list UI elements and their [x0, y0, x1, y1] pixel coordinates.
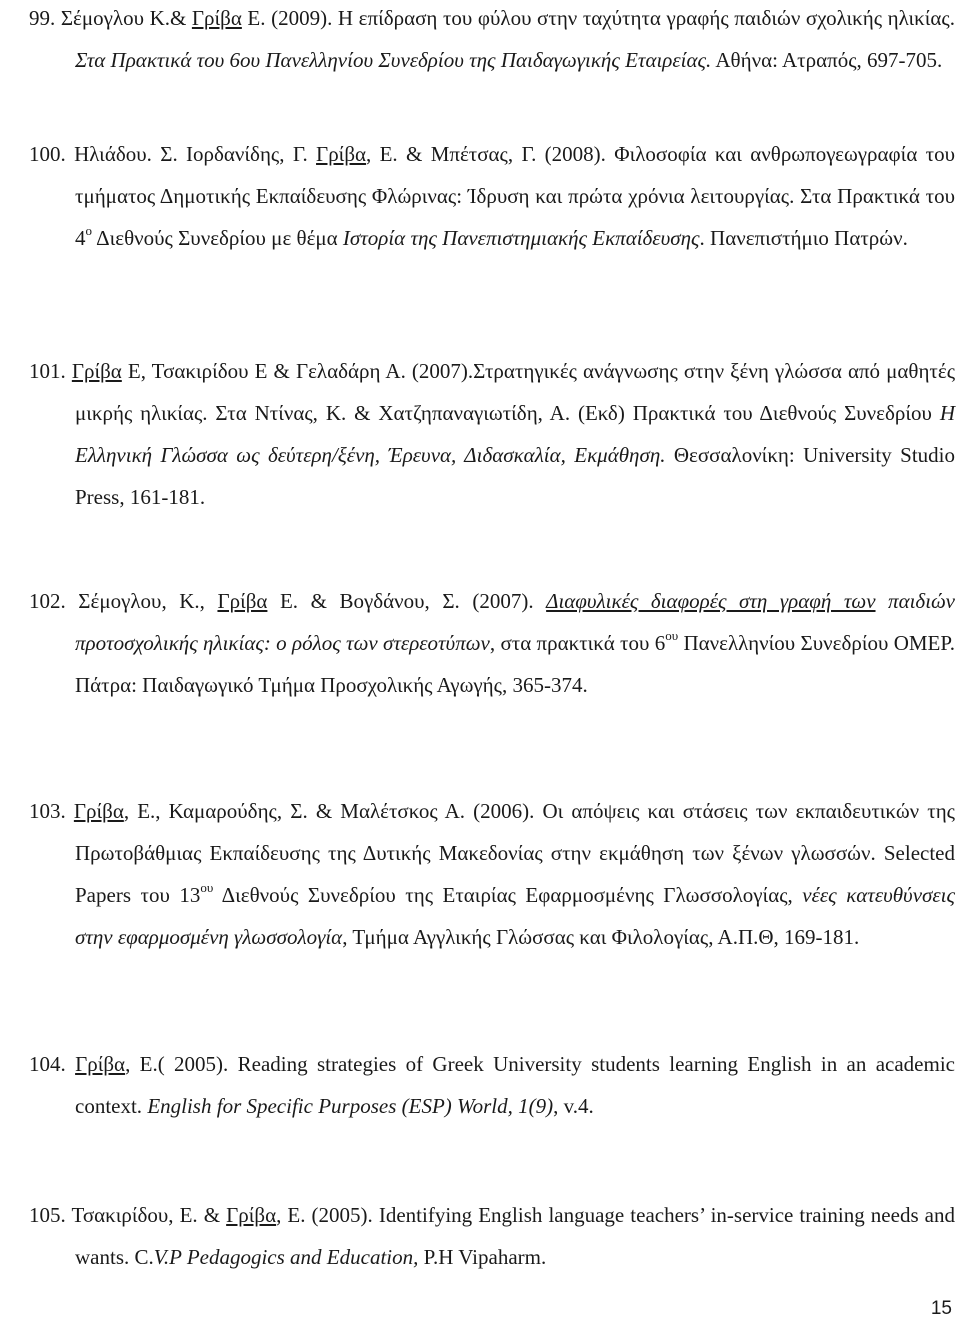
reference-103: 103. Γρίβα, Ε., Καμαρούδης, Σ. & Μαλέτσκος Α. (2006). Οι απόψεις και στάσεις των εκπαιδευτικών της Πρωτοβάθμιας Εκπαίδευσης της Δυτικής Μακεδονίας στην εκμάθηση των ξένων γλωσσών. Selected Papers του $13^{o\upsilon}$ Διεθνούς Συνεδρίου της Εταιρίας Εφαρμοσμένης Γλωσσολογίας, νέες κατευθύνσεις στην εφαρμοσμένη γλωσσολογία, Τμήμα Αγγλικής Γλώσσας και Φιλολογίας, Α.Π.Θ, 169-181. — [29, 799, 955, 949]
reference-101: 101. Γρίβα Ε, Τσακιρίδου Ε & Γελαδάρη Α. (2007).Στρατηγικές ανάγνωσης στην ξένη γλώσσα από μαθητές μικρής ηλικίας. Στα Ντίνας, Κ. & Χατζηπαναγιωτίδη, Α. (Εκδ) Πρακτικά του Διεθνούς Συνεδρίου Η Ελληνική Γλώσσα ως δεύτερη/ξένη, Έρευνα, Διδασκαλία, Εκμάθηση. Θεσσαλονίκη: University Studio Press, 161-181. — [29, 359, 956, 509]
reference-99: 99. Σέμογλου Κ.& Γρίβα Ε. (2009). Η επίδραση του φύλου στην ταχύτητα γραφής παιδιών σχολικής ηλικίας. Στα Πρακτικά του 6ου Πανελληνίου Συνεδρίου της Παιδαγωγικής Εταιρείας. Αθήνα: Ατραπός, 697-705. — [29, 6, 955, 72]
page-number: 15 — [930, 1298, 952, 1319]
reference-105: 105. Τσακιρίδου, Ε. & Γρίβα, Ε. (2005). Identifying English language teachers’ in-service training needs and wants. C.V.P Pedagogics and Education, P.H Vipaharm. — [29, 1203, 955, 1269]
author-link: Γρίβα — [226, 1203, 277, 1227]
author-link: Γρίβα — [191, 6, 242, 30]
reference-104: 104. Γρίβα, Ε.( 2005). Reading strategies of Greek University students learning English in an academic context. English for Specific Purposes (ESP) World, 1(9), v.4. — [29, 1052, 955, 1118]
reference-100: 100. Ηλιάδου. Σ. Ιορδανίδης, Γ. Γρίβα, Ε. & Μπέτσας, Γ. (2008). Φιλοσοφία και ανθρωπογεωγραφία του τμήματος Δημοτικής Εκπαίδευσης Φλώρινας: Ίδρυση και πρώτα χρόνια λειτουργίας. Στα Πρακτικά του $4^o$ Διεθνούς Συνεδρίου με θέμα Ιστορία της Πανεπιστημιακής Εκπαίδευσης. Πανεπιστήμιο Πατρών. — [29, 142, 955, 250]
author-link: Γρίβα — [316, 142, 367, 166]
author-link: Γρίβα — [73, 799, 124, 823]
author-link: Γρίβα — [71, 359, 122, 383]
author-link: Γρίβα — [217, 589, 268, 613]
author-link: Γρίβα — [75, 1052, 126, 1076]
reference-102: 102. Σέμογλου, Κ., Γρίβα Ε. & Βογδάνου, Σ. (2007). Διαφυλικές διαφορές στη γραφή των παιδιών προτοσχολικής ηλικίας: ο ρόλος των στερεοτύπων, στα πρακτικά του $6^{o\upsilon}$ Πανελληνίου Συνεδρίου ΟΜΕΡ. Πάτρα: Παιδαγωγικό Τμήμα Προσχολικής Αγωγής, 365-374. — [29, 589, 956, 697]
